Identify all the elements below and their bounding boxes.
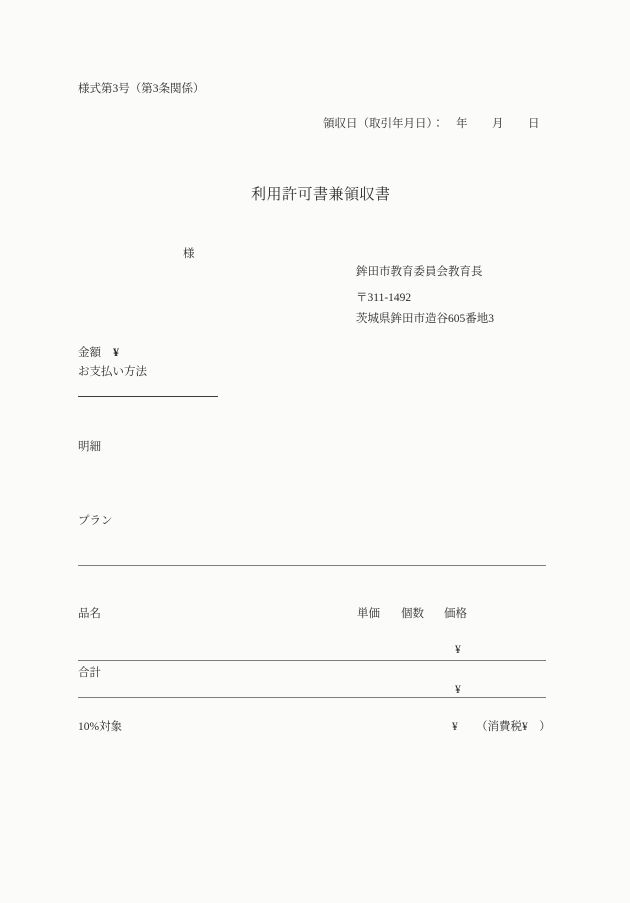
receipt-date-label: 領収日（取引年月日）： [323, 118, 444, 130]
date-year-unit: 年 [456, 118, 468, 130]
document-title: 利用許可書兼領収書 [251, 187, 391, 203]
issuer-address: 茨城県鉾田市造谷605番地3 [356, 313, 494, 325]
addressee-honorific: 様 [183, 248, 195, 260]
column-header-price: 価格 [444, 608, 467, 620]
form-number: 様式第3号（第3条関係） [78, 83, 205, 95]
payment-method-underline [78, 396, 218, 397]
plan-divider [78, 565, 546, 566]
amount-label: 金額 [78, 347, 101, 359]
consumption-tax-note: （消費税¥ ） [476, 721, 551, 733]
date-day-unit: 日 [528, 118, 540, 130]
tax-rate-label: 10%対象 [78, 721, 123, 733]
item-row-divider [78, 660, 546, 661]
date-month-unit: 月 [492, 118, 504, 130]
issuer-postal-code: 〒311-1492 [356, 292, 412, 304]
total-row-divider [78, 697, 546, 698]
tax-amount-currency-symbol: ¥ [452, 721, 458, 733]
total-label: 合計 [78, 667, 101, 679]
plan-label: プラン [78, 515, 113, 527]
column-header-item: 品名 [78, 608, 101, 620]
column-header-unit-price: 単価 [357, 608, 380, 620]
payment-method-label: お支払い方法 [78, 366, 147, 378]
details-section-label: 明細 [78, 441, 101, 453]
item-price-currency-symbol: ¥ [455, 644, 461, 656]
issuer-name: 鉾田市教育委員会教育長 [356, 266, 483, 278]
amount-currency-symbol: ¥ [113, 345, 119, 359]
column-header-quantity: 個数 [401, 608, 424, 620]
total-currency-symbol: ¥ [455, 684, 461, 696]
